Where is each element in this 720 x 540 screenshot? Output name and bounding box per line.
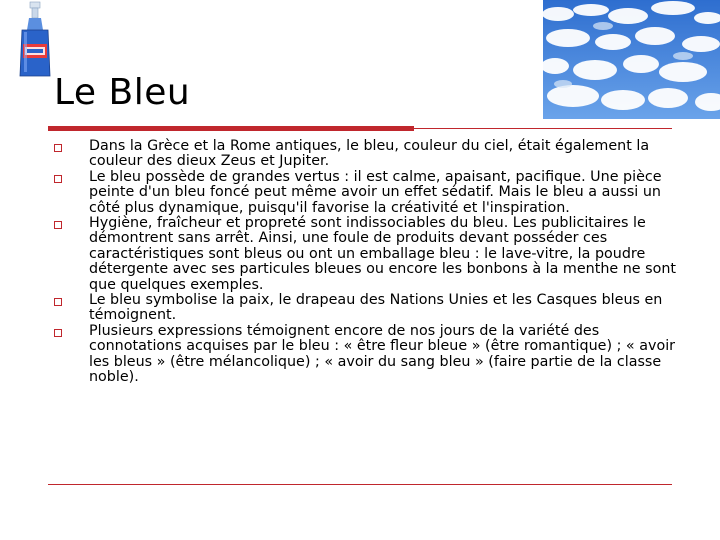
footer-divider xyxy=(48,484,672,485)
title-divider xyxy=(48,126,672,131)
square-bullet-icon xyxy=(54,298,62,306)
bullet-text: Le bleu possède de grandes vertus : il est calme, apaisant, pacifique. Une pièce peinte d'un bleu foncé peut même avoir un effet sédatif. Mais le bleu a aussi un côté plus dynamique, puisqu'il favorise la créativité et l'inspiration. xyxy=(89,168,662,216)
list-item xyxy=(48,293,676,324)
bullet-text: Plusieurs expressions témoignent encore de nos jours de la variété des connotations acquises par le bleu : « être fleur bleue » (être romantique) ; « avoir les bleus » (être mélancolique) ; « avoir du sang bleu » (faire partie de la classe noble). xyxy=(89,322,676,386)
list-item xyxy=(48,139,676,170)
list-item xyxy=(48,324,676,386)
square-bullet-icon xyxy=(54,144,62,152)
bullet-text: Dans la Grèce et la Rome antiques, le bleu, couleur du ciel, était également la couleur des dieux Zeus et Jupiter. xyxy=(89,138,650,170)
square-bullet-icon xyxy=(54,175,62,183)
bullet-text: Hygiène, fraîcheur et propreté sont indissociables du bleu. Les publicitaires le démontrent sans arrêt. Ainsi, une foule de produits devant posséder ces caractéristiques sont bleus ou ont un emballage bleu : le lave-vitre, la poudre détergente avec ses particules bleues ou encore les bonbons à la menthe ne sont que quelques exemples. xyxy=(89,215,676,293)
bullet-text: Le bleu symbolise la paix, le drapeau des Nations Unies et les Casques bleus en témoignent. xyxy=(89,292,663,324)
list-item xyxy=(48,216,676,293)
window-cleaner-bottle-image xyxy=(0,0,58,78)
list-item xyxy=(48,170,676,216)
sky-clouds-image xyxy=(543,0,720,119)
bullet-list xyxy=(48,139,676,386)
square-bullet-icon xyxy=(54,221,62,229)
square-bullet-icon xyxy=(54,329,62,337)
slide-title: Le Bleu xyxy=(54,72,191,113)
